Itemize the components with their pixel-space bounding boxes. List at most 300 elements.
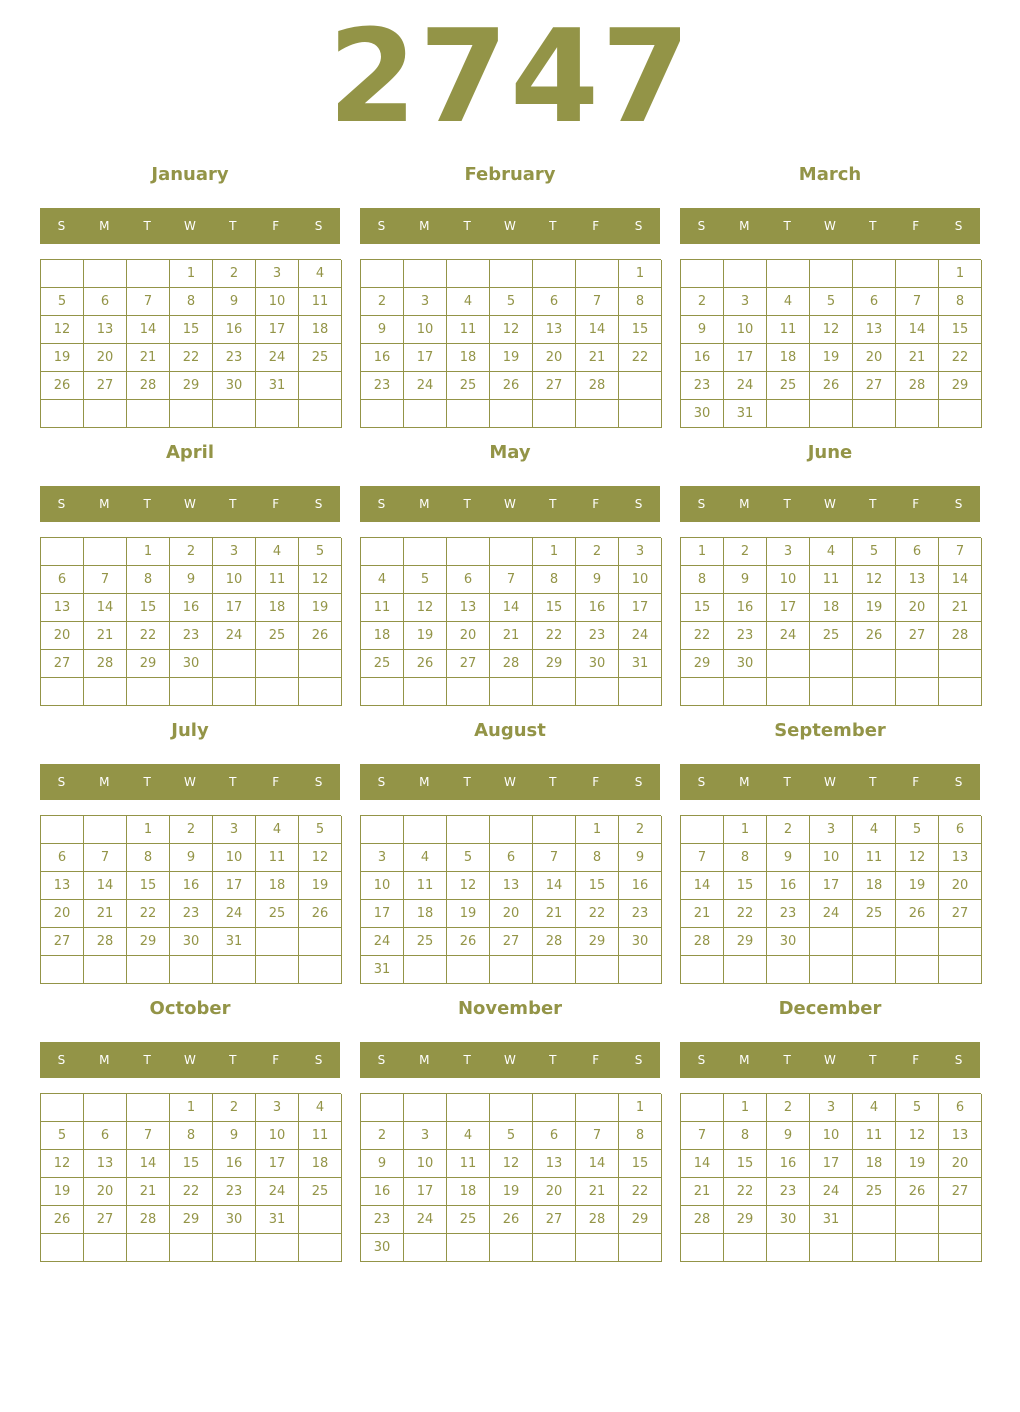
day-cell: [299, 650, 342, 678]
day-cell: 8: [127, 566, 170, 594]
day-cell: 18: [767, 344, 810, 372]
day-cell: 9: [213, 288, 256, 316]
weekday-label: S: [57, 219, 66, 233]
day-cell: 28: [939, 622, 982, 650]
day-cell: 19: [810, 344, 853, 372]
day-cell: 29: [170, 1206, 213, 1234]
day-cell: [853, 1234, 896, 1262]
day-grid: [680, 259, 981, 428]
day-cell: [41, 538, 84, 566]
day-cell: [213, 956, 256, 984]
day-cell: 14: [84, 594, 127, 622]
day-cell: 19: [490, 1178, 533, 1206]
day-cell: 29: [127, 650, 170, 678]
day-cell: 9: [361, 316, 404, 344]
day-cell: [404, 678, 447, 706]
day-cell: 27: [533, 1206, 576, 1234]
day-cell: [767, 400, 810, 428]
day-cell: 14: [576, 1150, 619, 1178]
day-cell: 6: [939, 1094, 982, 1122]
day-cell: [681, 956, 724, 984]
day-cell: [84, 260, 127, 288]
day-cell: [490, 538, 533, 566]
weekday-label: T: [229, 219, 237, 233]
weekday-label: S: [314, 219, 323, 233]
day-cell: [41, 956, 84, 984]
day-cell: 25: [853, 1178, 896, 1206]
day-cell: [361, 260, 404, 288]
day-cell: 1: [681, 538, 724, 566]
day-cell: [767, 260, 810, 288]
weekday-label: W: [824, 1053, 836, 1067]
day-cell: [810, 650, 853, 678]
weekday-label: T: [869, 219, 877, 233]
day-cell: [533, 816, 576, 844]
day-cell: 12: [490, 1150, 533, 1178]
day-cell: [127, 1094, 170, 1122]
day-cell: [361, 678, 404, 706]
day-cell: 31: [810, 1206, 853, 1234]
day-cell: 23: [213, 344, 256, 372]
weekday-label: F: [592, 775, 600, 789]
day-cell: [361, 400, 404, 428]
day-cell: 28: [84, 650, 127, 678]
day-cell: 17: [619, 594, 662, 622]
day-cell: 29: [619, 1206, 662, 1234]
day-cell: [84, 816, 127, 844]
day-cell: 18: [447, 1178, 490, 1206]
day-cell: 13: [533, 1150, 576, 1178]
day-cell: 1: [724, 816, 767, 844]
day-cell: 16: [170, 872, 213, 900]
day-cell: [170, 678, 213, 706]
day-cell: 25: [853, 900, 896, 928]
day-cell: 3: [404, 288, 447, 316]
weekday-label: S: [634, 775, 643, 789]
day-cell: 22: [619, 1178, 662, 1206]
day-cell: [170, 1234, 213, 1262]
day-cell: 16: [767, 872, 810, 900]
day-cell: [681, 816, 724, 844]
month-name: November: [457, 998, 563, 1019]
weekday-label: S: [377, 219, 386, 233]
day-cell: 2: [170, 816, 213, 844]
day-cell: 30: [170, 650, 213, 678]
weekday-label: T: [143, 219, 151, 233]
weekday-label: T: [869, 1053, 877, 1067]
day-cell: 7: [681, 844, 724, 872]
day-cell: 31: [361, 956, 404, 984]
day-cell: 9: [361, 1150, 404, 1178]
day-cell: 25: [256, 622, 299, 650]
day-cell: 2: [619, 816, 662, 844]
day-cell: [767, 650, 810, 678]
day-cell: 21: [896, 344, 939, 372]
day-cell: 26: [299, 622, 342, 650]
day-cell: 22: [127, 900, 170, 928]
day-cell: 20: [41, 900, 84, 928]
day-cell: [170, 400, 213, 428]
day-cell: 23: [619, 900, 662, 928]
weekday-label: M: [739, 497, 750, 511]
day-cell: [576, 1234, 619, 1262]
day-cell: [41, 1234, 84, 1262]
day-cell: 13: [41, 594, 84, 622]
day-cell: 28: [127, 372, 170, 400]
month-name: April: [165, 442, 215, 463]
day-cell: 24: [256, 1178, 299, 1206]
day-grid: [40, 815, 341, 984]
day-cell: [853, 928, 896, 956]
month-name: July: [171, 720, 209, 741]
day-cell: 5: [490, 288, 533, 316]
weekday-label: S: [697, 775, 706, 789]
day-cell: 7: [127, 288, 170, 316]
day-cell: 15: [127, 594, 170, 622]
day-cell: 29: [170, 372, 213, 400]
day-cell: 2: [681, 288, 724, 316]
day-cell: 25: [299, 1178, 342, 1206]
day-cell: [681, 260, 724, 288]
day-cell: 16: [681, 344, 724, 372]
day-cell: 31: [213, 928, 256, 956]
day-cell: 8: [619, 1122, 662, 1150]
day-cell: 27: [939, 1178, 982, 1206]
weekday-label: F: [272, 497, 280, 511]
day-cell: 25: [299, 344, 342, 372]
month-name: January: [151, 164, 229, 185]
day-cell: 27: [939, 900, 982, 928]
day-cell: [939, 400, 982, 428]
day-cell: 23: [170, 900, 213, 928]
day-cell: 9: [576, 566, 619, 594]
day-cell: [256, 1234, 299, 1262]
day-cell: [447, 816, 490, 844]
day-cell: 9: [724, 566, 767, 594]
day-cell: 12: [853, 566, 896, 594]
day-cell: 15: [619, 1150, 662, 1178]
day-cell: 6: [533, 288, 576, 316]
day-cell: [490, 956, 533, 984]
day-cell: [576, 956, 619, 984]
day-cell: 28: [681, 928, 724, 956]
day-cell: 7: [896, 288, 939, 316]
weekday-label: M: [739, 775, 750, 789]
day-cell: [939, 650, 982, 678]
day-cell: 7: [127, 1122, 170, 1150]
day-cell: 18: [810, 594, 853, 622]
day-cell: 29: [127, 928, 170, 956]
day-cell: 30: [213, 372, 256, 400]
day-cell: 19: [490, 344, 533, 372]
day-cell: 26: [447, 928, 490, 956]
day-cell: 18: [361, 622, 404, 650]
weekday-label: M: [739, 1053, 750, 1067]
day-cell: [84, 400, 127, 428]
day-cell: 25: [404, 928, 447, 956]
day-cell: 7: [681, 1122, 724, 1150]
day-cell: [84, 538, 127, 566]
day-cell: 8: [533, 566, 576, 594]
day-cell: 19: [299, 872, 342, 900]
day-cell: 28: [84, 928, 127, 956]
day-cell: [84, 1094, 127, 1122]
day-cell: 28: [533, 928, 576, 956]
day-cell: 14: [127, 1150, 170, 1178]
day-cell: 20: [853, 344, 896, 372]
day-cell: 9: [213, 1122, 256, 1150]
weekday-label: M: [99, 497, 110, 511]
weekday-label: F: [592, 497, 600, 511]
day-cell: [619, 1234, 662, 1262]
day-cell: 21: [681, 900, 724, 928]
day-cell: 16: [361, 1178, 404, 1206]
day-cell: 16: [213, 316, 256, 344]
day-cell: 7: [576, 1122, 619, 1150]
weekday-header: [40, 486, 340, 522]
day-cell: 30: [767, 928, 810, 956]
day-cell: [533, 400, 576, 428]
weekday-header: [360, 764, 660, 800]
day-cell: [853, 1206, 896, 1234]
weekday-label: S: [697, 1053, 706, 1067]
day-cell: [939, 678, 982, 706]
day-cell: 20: [533, 344, 576, 372]
day-cell: 3: [810, 816, 853, 844]
weekday-header: [680, 1042, 980, 1078]
day-cell: [853, 956, 896, 984]
day-cell: 26: [490, 1206, 533, 1234]
day-cell: 31: [619, 650, 662, 678]
day-cell: 24: [404, 372, 447, 400]
weekday-label: S: [954, 497, 963, 511]
day-cell: 13: [447, 594, 490, 622]
day-cell: 9: [170, 566, 213, 594]
day-cell: 14: [576, 316, 619, 344]
weekday-label: W: [504, 497, 516, 511]
day-cell: 11: [256, 566, 299, 594]
weekday-label: S: [57, 1053, 66, 1067]
day-cell: [619, 678, 662, 706]
day-cell: 30: [576, 650, 619, 678]
day-cell: 22: [724, 1178, 767, 1206]
day-cell: [896, 956, 939, 984]
day-cell: 26: [41, 372, 84, 400]
day-grid: [40, 537, 341, 706]
day-cell: 27: [896, 622, 939, 650]
day-cell: 24: [404, 1206, 447, 1234]
day-cell: [490, 816, 533, 844]
day-cell: 6: [490, 844, 533, 872]
day-cell: [41, 678, 84, 706]
day-cell: 23: [681, 372, 724, 400]
day-cell: [41, 1094, 84, 1122]
day-cell: 2: [767, 1094, 810, 1122]
weekday-label: F: [912, 219, 920, 233]
day-cell: 28: [576, 1206, 619, 1234]
day-cell: [447, 400, 490, 428]
day-cell: 21: [490, 622, 533, 650]
day-cell: 24: [619, 622, 662, 650]
day-cell: 27: [84, 1206, 127, 1234]
day-cell: 11: [256, 844, 299, 872]
day-cell: 16: [767, 1150, 810, 1178]
day-cell: [299, 956, 342, 984]
day-cell: [619, 372, 662, 400]
day-cell: 8: [724, 844, 767, 872]
weekday-header: [360, 486, 660, 522]
weekday-label: W: [504, 1053, 516, 1067]
day-cell: 16: [724, 594, 767, 622]
weekday-header: [360, 208, 660, 244]
day-cell: [724, 678, 767, 706]
day-cell: 12: [490, 316, 533, 344]
day-cell: 17: [404, 344, 447, 372]
day-cell: 14: [490, 594, 533, 622]
day-cell: 12: [41, 316, 84, 344]
day-cell: 20: [939, 1150, 982, 1178]
day-cell: [84, 1234, 127, 1262]
weekday-label: T: [463, 219, 471, 233]
day-cell: [404, 1234, 447, 1262]
day-cell: 25: [447, 372, 490, 400]
day-cell: [213, 1234, 256, 1262]
day-cell: 17: [810, 872, 853, 900]
day-cell: 5: [41, 288, 84, 316]
day-cell: [896, 400, 939, 428]
day-cell: 23: [361, 372, 404, 400]
day-grid: [680, 1093, 981, 1262]
day-cell: 11: [299, 1122, 342, 1150]
weekday-label: M: [99, 219, 110, 233]
day-cell: [810, 1234, 853, 1262]
day-cell: 26: [896, 900, 939, 928]
day-cell: 14: [939, 566, 982, 594]
day-cell: 15: [170, 1150, 213, 1178]
weekday-label: M: [419, 219, 430, 233]
day-cell: [447, 538, 490, 566]
day-cell: [127, 678, 170, 706]
day-cell: 3: [213, 538, 256, 566]
day-cell: 11: [447, 1150, 490, 1178]
weekday-label: F: [592, 1053, 600, 1067]
day-cell: 13: [853, 316, 896, 344]
month-name: March: [798, 164, 862, 185]
day-cell: [810, 956, 853, 984]
day-cell: 10: [810, 1122, 853, 1150]
day-cell: [853, 678, 896, 706]
weekday-label: T: [463, 775, 471, 789]
day-cell: 4: [361, 566, 404, 594]
weekday-label: T: [143, 497, 151, 511]
day-cell: [810, 260, 853, 288]
day-cell: 17: [213, 594, 256, 622]
day-cell: 4: [256, 538, 299, 566]
day-cell: 11: [853, 844, 896, 872]
day-cell: 16: [213, 1150, 256, 1178]
day-cell: [213, 678, 256, 706]
day-cell: 3: [619, 538, 662, 566]
day-cell: 5: [404, 566, 447, 594]
day-cell: 1: [127, 816, 170, 844]
day-cell: [533, 1094, 576, 1122]
weekday-label: T: [229, 497, 237, 511]
day-cell: 8: [576, 844, 619, 872]
day-cell: [853, 650, 896, 678]
day-cell: 20: [490, 900, 533, 928]
day-cell: 24: [810, 900, 853, 928]
day-cell: 15: [681, 594, 724, 622]
day-grid: [360, 537, 661, 706]
day-cell: [810, 678, 853, 706]
day-cell: 10: [724, 316, 767, 344]
day-cell: [576, 400, 619, 428]
day-cell: 1: [170, 260, 213, 288]
day-cell: 30: [619, 928, 662, 956]
day-cell: 10: [213, 566, 256, 594]
day-cell: 23: [576, 622, 619, 650]
day-cell: 13: [939, 844, 982, 872]
day-cell: 3: [724, 288, 767, 316]
day-cell: 10: [256, 288, 299, 316]
month-name: August: [474, 720, 546, 741]
day-cell: 22: [170, 1178, 213, 1206]
day-cell: [127, 956, 170, 984]
day-cell: 27: [41, 928, 84, 956]
month-name: October: [149, 998, 231, 1019]
day-cell: 28: [896, 372, 939, 400]
day-cell: 4: [256, 816, 299, 844]
day-cell: 11: [361, 594, 404, 622]
day-cell: 18: [447, 344, 490, 372]
weekday-label: T: [229, 775, 237, 789]
day-grid: [40, 259, 341, 428]
day-cell: 8: [724, 1122, 767, 1150]
day-cell: 28: [127, 1206, 170, 1234]
day-cell: 10: [361, 872, 404, 900]
day-cell: 3: [810, 1094, 853, 1122]
day-cell: 24: [724, 372, 767, 400]
weekday-label: T: [463, 497, 471, 511]
weekday-label: W: [824, 497, 836, 511]
day-cell: 8: [619, 288, 662, 316]
day-cell: 14: [896, 316, 939, 344]
day-cell: 21: [681, 1178, 724, 1206]
day-cell: [767, 1234, 810, 1262]
day-cell: 10: [810, 844, 853, 872]
day-cell: [41, 816, 84, 844]
day-cell: 15: [939, 316, 982, 344]
day-cell: 26: [299, 900, 342, 928]
day-cell: 10: [404, 1150, 447, 1178]
weekday-header: [680, 764, 980, 800]
weekday-label: T: [783, 497, 791, 511]
day-cell: 10: [213, 844, 256, 872]
day-cell: 7: [576, 288, 619, 316]
day-cell: 31: [256, 1206, 299, 1234]
weekday-label: S: [377, 497, 386, 511]
day-cell: [619, 400, 662, 428]
day-cell: 27: [533, 372, 576, 400]
weekday-label: M: [739, 219, 750, 233]
weekday-label: T: [463, 1053, 471, 1067]
day-cell: 17: [213, 872, 256, 900]
day-cell: 21: [84, 622, 127, 650]
day-cell: 11: [853, 1122, 896, 1150]
day-cell: 17: [767, 594, 810, 622]
day-cell: 2: [361, 288, 404, 316]
day-cell: 3: [256, 1094, 299, 1122]
